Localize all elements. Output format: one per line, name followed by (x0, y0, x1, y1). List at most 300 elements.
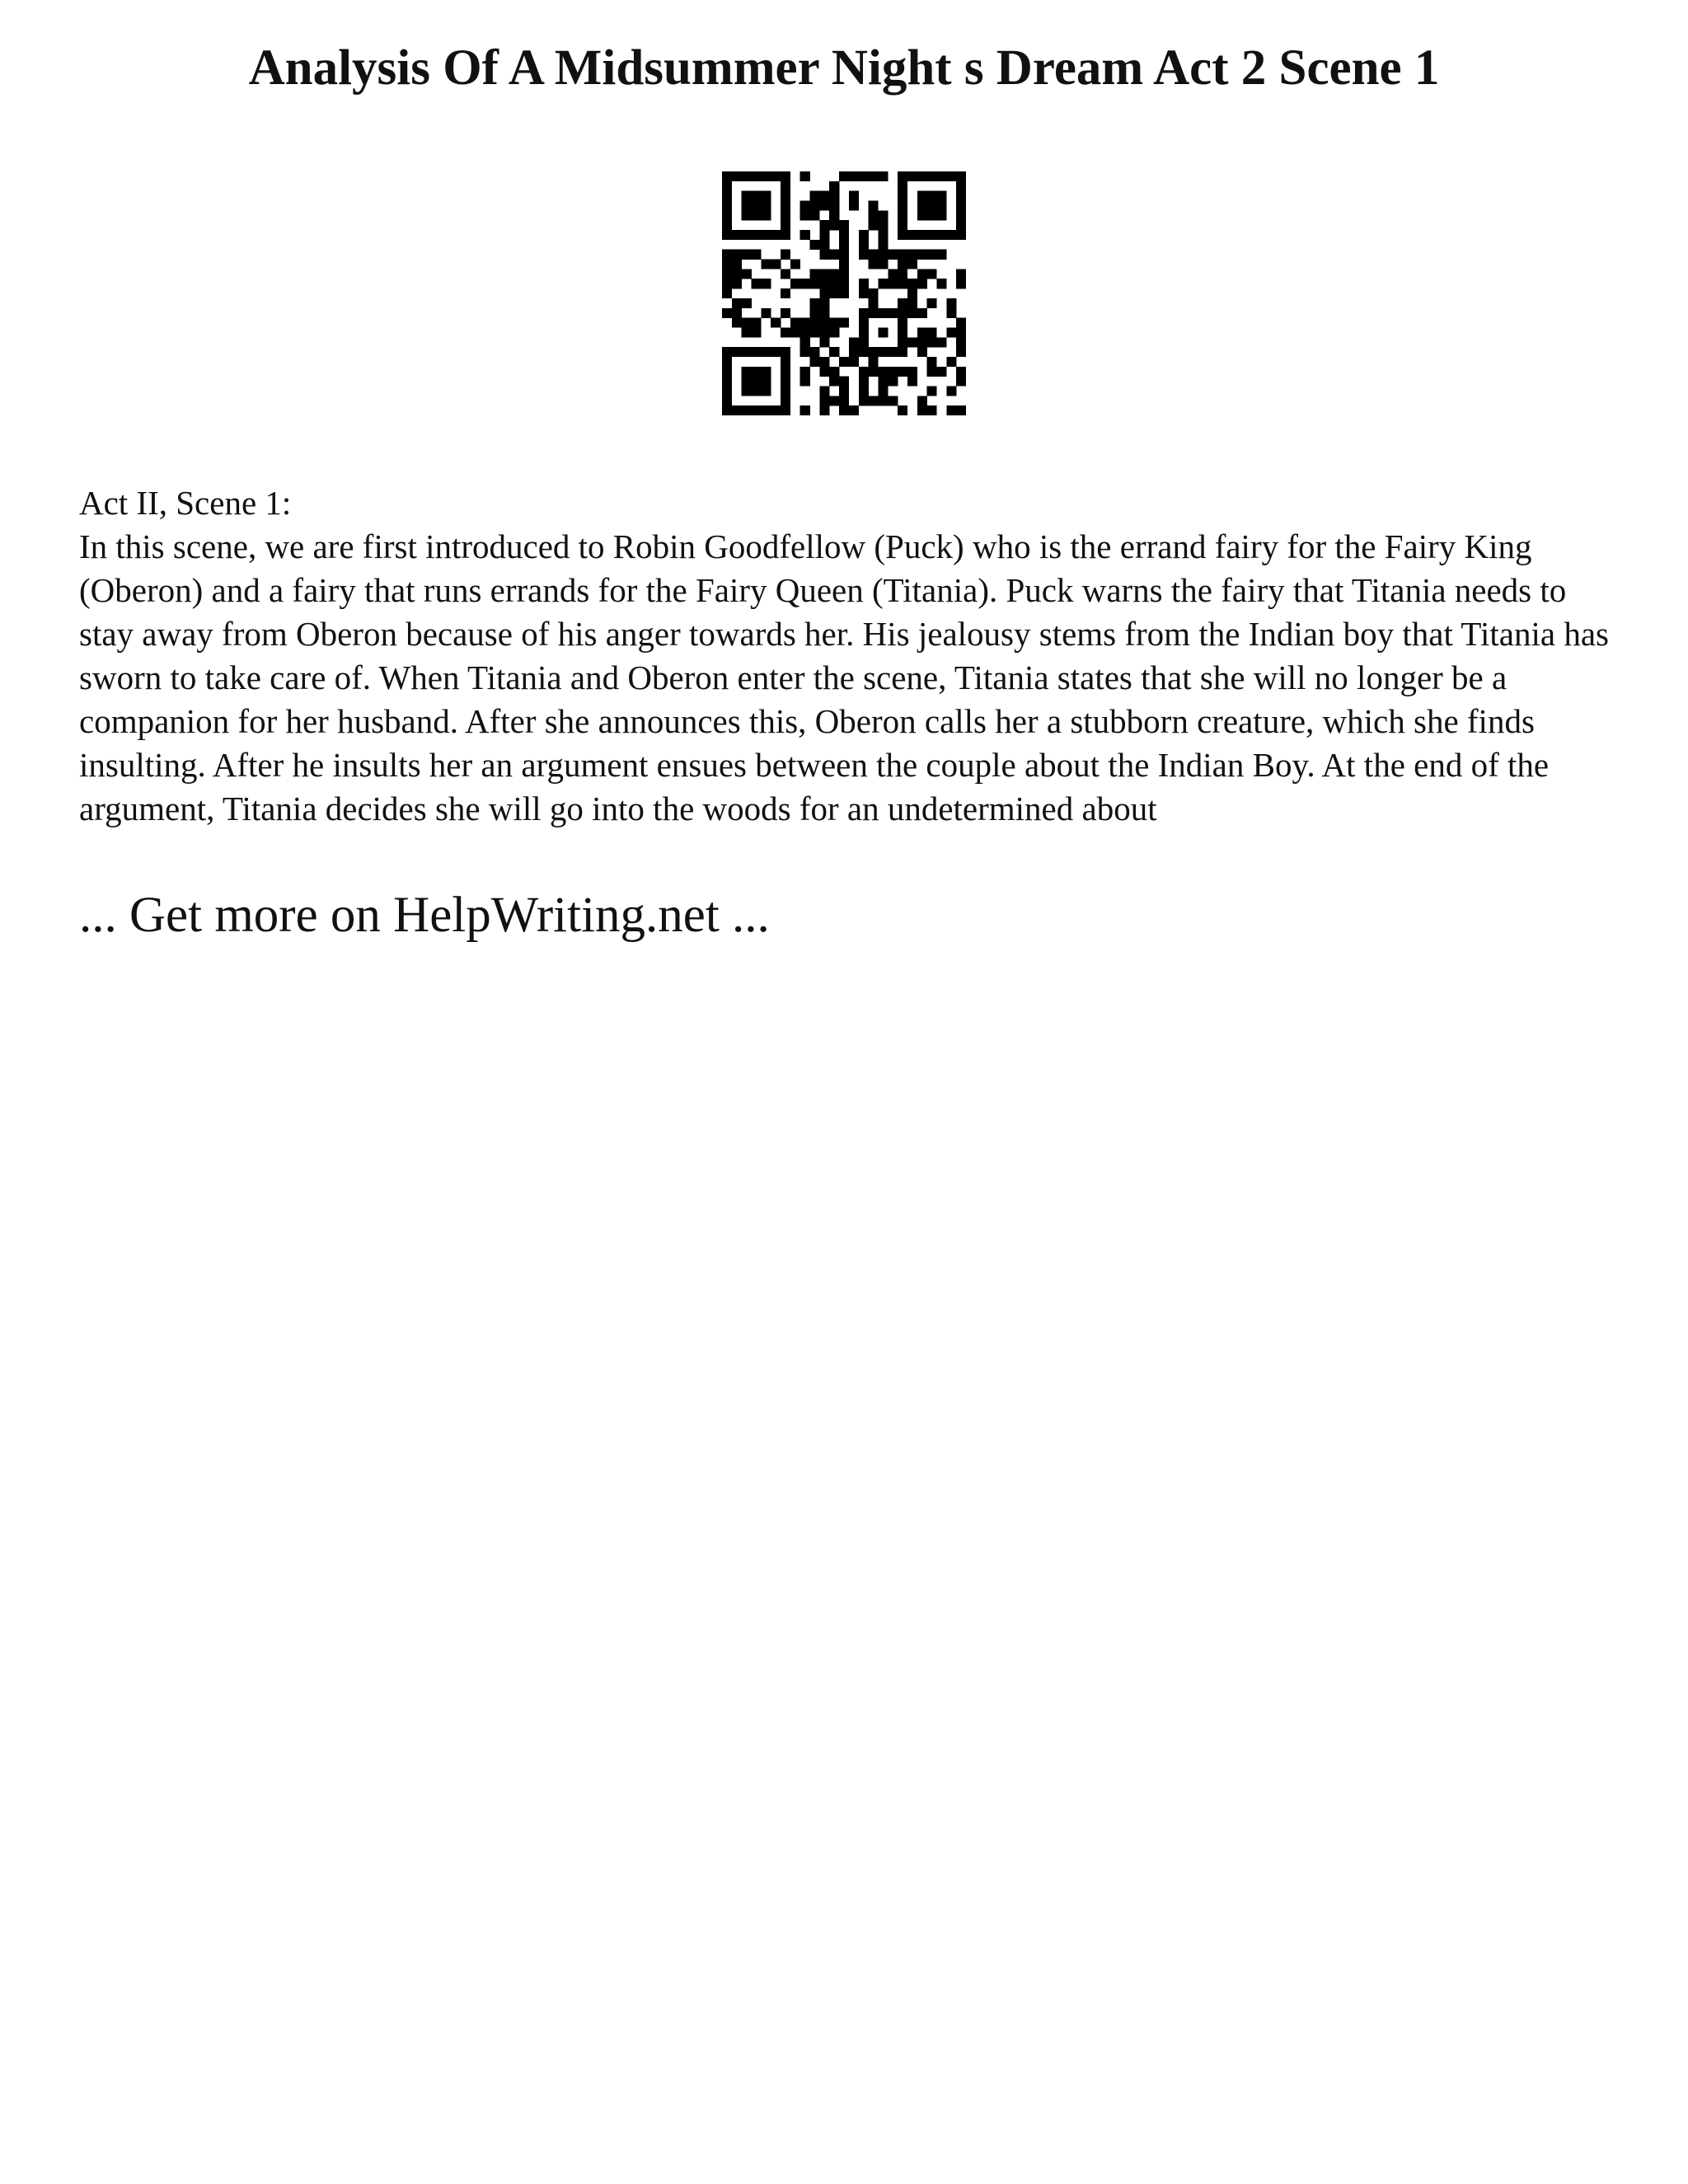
qr-module (810, 327, 820, 337)
qr-module (761, 191, 771, 201)
qr-module (819, 386, 829, 396)
qr-module (829, 396, 839, 405)
qr-module (781, 230, 790, 240)
qr-module (946, 405, 956, 415)
qr-module (771, 347, 781, 357)
qr-module (819, 279, 829, 288)
qr-module (927, 210, 937, 220)
qr-module (859, 240, 869, 250)
qr-module (859, 171, 869, 181)
qr-module (722, 269, 732, 279)
qr-module (859, 250, 869, 260)
qr-module (829, 201, 839, 211)
qr-module (810, 298, 820, 308)
qr-module (722, 210, 732, 220)
qr-module (732, 298, 742, 308)
qr-module (849, 347, 859, 357)
qr-module (917, 337, 927, 347)
qr-module (722, 181, 732, 191)
qr-module (810, 279, 820, 288)
qr-module (956, 367, 966, 377)
qr-module (819, 308, 829, 318)
qr-module (829, 367, 839, 377)
qr-module (907, 298, 917, 308)
qr-module (752, 230, 762, 240)
qr-module (898, 191, 907, 201)
qr-module (810, 210, 820, 220)
qr-module (956, 405, 966, 415)
qr-module (869, 298, 879, 308)
qr-module (800, 377, 810, 387)
qr-module (946, 298, 956, 308)
qr-module (927, 298, 937, 308)
qr-module (839, 357, 849, 367)
qr-module (781, 250, 790, 260)
qr-module (859, 288, 869, 298)
qr-module (839, 269, 849, 279)
qr-module (936, 250, 946, 260)
qr-module (819, 288, 829, 298)
qr-module (810, 308, 820, 318)
qr-module (869, 396, 879, 405)
qr-module (781, 288, 790, 298)
qr-module (819, 269, 829, 279)
qr-module (907, 230, 917, 240)
qr-module (742, 347, 752, 357)
qr-module (790, 327, 800, 337)
qr-module (898, 230, 907, 240)
qr-module (927, 201, 937, 211)
qr-module (956, 347, 966, 357)
qr-module (946, 171, 956, 181)
qr-module (927, 327, 937, 337)
qr-module (898, 220, 907, 230)
qr-module (771, 260, 781, 269)
get-more-link[interactable]: ... Get more on HelpWriting.net ... (79, 888, 770, 943)
qr-module (859, 318, 869, 328)
qr-module (898, 250, 907, 260)
qr-module (849, 171, 859, 181)
qr-module (927, 386, 937, 396)
qr-module (800, 171, 810, 181)
qr-module (946, 357, 956, 367)
qr-module (722, 260, 732, 269)
qr-module (898, 210, 907, 220)
qr-module (839, 250, 849, 260)
qr-module (936, 171, 946, 181)
qr-module (781, 210, 790, 220)
qr-module (869, 171, 879, 181)
qr-module (781, 181, 790, 191)
qr-module (936, 367, 946, 377)
qr-module (888, 367, 898, 377)
qr-module (878, 230, 888, 240)
qr-module (810, 201, 820, 211)
qr-module (829, 250, 839, 260)
qr-module (761, 308, 771, 318)
qr-module (956, 318, 966, 328)
qr-module (888, 308, 898, 318)
qr-module (888, 377, 898, 387)
qr-module (800, 337, 810, 347)
qr-module (819, 230, 829, 240)
qr-module (888, 347, 898, 357)
qr-module (810, 269, 820, 279)
qr-module (907, 288, 917, 298)
qr-module (722, 367, 732, 377)
qr-module (722, 201, 732, 211)
qr-module (878, 367, 888, 377)
qr-module (800, 347, 810, 357)
qr-module (790, 260, 800, 269)
qr-module (752, 201, 762, 211)
qr-module (781, 396, 790, 405)
qr-module (869, 288, 879, 298)
qr-module (898, 347, 907, 357)
qr-module (859, 396, 869, 405)
qr-module (839, 230, 849, 240)
section-heading: Act II, Scene 1: (79, 484, 292, 522)
qr-module (917, 171, 927, 181)
qr-module (936, 279, 946, 288)
qr-module (898, 318, 907, 328)
qr-module (722, 171, 732, 181)
qr-module (742, 191, 752, 201)
qr-module (927, 337, 937, 347)
qr-module (819, 298, 829, 308)
qr-module (888, 269, 898, 279)
qr-module (829, 269, 839, 279)
qr-module (819, 191, 829, 201)
qr-module (752, 367, 762, 377)
qr-module (761, 260, 771, 269)
qr-module (917, 269, 927, 279)
qr-module (917, 308, 927, 318)
qr-module (849, 201, 859, 211)
qr-module (829, 220, 839, 230)
qr-module (878, 308, 888, 318)
qr-module (839, 405, 849, 415)
qr-module (839, 220, 849, 230)
qr-module (859, 279, 869, 288)
qr-module (722, 347, 732, 357)
qr-module (761, 367, 771, 377)
qr-module (752, 279, 762, 288)
qr-module (917, 210, 927, 220)
qr-module (781, 201, 790, 211)
qr-module (878, 347, 888, 357)
qr-module (800, 279, 810, 288)
qr-module (907, 308, 917, 318)
qr-module (800, 201, 810, 211)
qr-module (898, 279, 907, 288)
qr-module (956, 377, 966, 387)
qr-module (722, 308, 732, 318)
qr-module (907, 377, 917, 387)
qr-module (898, 367, 907, 377)
qr-module (781, 327, 790, 337)
qr-module (839, 260, 849, 269)
qr-module (829, 181, 839, 191)
qr-module (790, 318, 800, 328)
qr-module (878, 210, 888, 220)
qr-module (742, 201, 752, 211)
qr-module (956, 220, 966, 230)
qr-module (927, 357, 937, 367)
qr-module (829, 191, 839, 201)
body-paragraph: In this scene, we are first introduced to Robin Goodfellow (Puck) who is the errand fairy for the Fairy King (Oberon) and a fairy that runs errands for the Fairy Queen (Titania). Puck warns the fairy that Titania needs to stay away from Oberon because of his anger towards her. His jealousy stems from the Indian boy that Titania has sworn to take care of. When Titania and Oberon enter the scene, Titania states that she will no longer be a companion for her husband. After she announces this, Oberon calls her a stubborn creature, which she finds insulting. After he insults her an argument ensues between the couple about the Indian Boy. At the end of the argument, Titania decides she will go into the woods for an undetermined about (79, 527, 1609, 827)
qr-module (859, 337, 869, 347)
qr-module (742, 405, 752, 415)
qr-module (819, 367, 829, 377)
qr-module (878, 220, 888, 230)
qr-module (781, 308, 790, 318)
document-title: Analysis Of A Midsummer Night s Dream Act 2 Scene 1 (248, 40, 1440, 96)
qr-module (732, 260, 742, 269)
qr-module (810, 240, 820, 250)
qr-module (869, 367, 879, 377)
qr-module (781, 269, 790, 279)
qr-module (869, 210, 879, 220)
qr-module (800, 367, 810, 377)
qr-module (869, 357, 879, 367)
qr-module (839, 279, 849, 288)
qr-module (742, 230, 752, 240)
qr-module (781, 405, 790, 415)
qr-module (898, 181, 907, 191)
qr-module (761, 386, 771, 396)
qr-module (732, 279, 742, 288)
qr-module (917, 230, 927, 240)
qr-module (839, 288, 849, 298)
qr-module (722, 288, 732, 298)
qr-module (946, 386, 956, 396)
qr-module (761, 377, 771, 387)
qr-module (869, 308, 879, 318)
qr-module (907, 250, 917, 260)
qr-module (761, 405, 771, 415)
qr-module (800, 210, 810, 220)
qr-module (722, 250, 732, 260)
qr-module (761, 210, 771, 220)
qr-module (946, 230, 956, 240)
qr-module (810, 191, 820, 201)
qr-module (781, 377, 790, 387)
qr-module (869, 260, 879, 269)
qr-module (722, 405, 732, 415)
qr-module (869, 250, 879, 260)
qr-module (898, 337, 907, 347)
qr-module (898, 201, 907, 211)
qr-module (956, 279, 966, 288)
qr-module (781, 191, 790, 201)
qr-module (819, 396, 829, 405)
qr-module (819, 327, 829, 337)
qr-module (859, 327, 869, 337)
qr-module (752, 191, 762, 201)
qr-module (781, 367, 790, 377)
qr-module (781, 386, 790, 396)
qr-module (819, 318, 829, 328)
qr-module (956, 327, 966, 337)
qr-module (898, 327, 907, 337)
qr-module (742, 269, 752, 279)
qr-module (790, 279, 800, 288)
qr-module (956, 171, 966, 181)
qr-module (936, 230, 946, 240)
qr-module (732, 269, 742, 279)
qr-module (742, 386, 752, 396)
qr-module (878, 377, 888, 387)
qr-module (752, 377, 762, 387)
qr-module (732, 250, 742, 260)
qr-module (898, 269, 907, 279)
qr-module (898, 308, 907, 318)
qr-module (819, 337, 829, 347)
qr-module (927, 191, 937, 201)
qr-module (839, 171, 849, 181)
qr-module (781, 347, 790, 357)
qr-module (898, 260, 907, 269)
qr-module (761, 230, 771, 240)
qr-module (752, 318, 762, 328)
qr-module (839, 240, 849, 250)
qr-module (927, 230, 937, 240)
qr-module (752, 405, 762, 415)
qr-module (917, 405, 927, 415)
qr-module (859, 308, 869, 318)
qr-module (839, 396, 849, 405)
qr-module (956, 337, 966, 347)
qr-module (781, 171, 790, 181)
qr-module (810, 318, 820, 328)
qr-module (732, 347, 742, 357)
qr-module (810, 357, 820, 367)
qr-module (888, 250, 898, 260)
qr-module (722, 386, 732, 396)
qr-module (888, 279, 898, 288)
qr-module (859, 230, 869, 240)
qr-module (917, 396, 927, 405)
qr-module (936, 337, 946, 347)
qr-module (752, 327, 762, 337)
qr-module (819, 220, 829, 230)
qr-module (761, 201, 771, 211)
qr-module (722, 396, 732, 405)
qr-module (819, 405, 829, 415)
qr-module (752, 210, 762, 220)
qr-module (898, 171, 907, 181)
qr-module (878, 260, 888, 269)
qr-module (732, 405, 742, 415)
qr-module (849, 337, 859, 347)
qr-module (742, 377, 752, 387)
qr-module (819, 250, 829, 260)
qr-module (819, 357, 829, 367)
qr-module (752, 386, 762, 396)
qr-module (819, 240, 829, 250)
qr-module (771, 318, 781, 328)
qr-module (927, 367, 937, 377)
qr-module (946, 308, 956, 318)
qr-module (927, 405, 937, 415)
qr-module (810, 347, 820, 357)
qr-module (829, 377, 839, 387)
qr-module (761, 347, 771, 357)
qr-module (878, 240, 888, 250)
qr-module (878, 171, 888, 181)
qr-module (722, 357, 732, 367)
qr-module (819, 201, 829, 211)
qr-module (800, 230, 810, 240)
qr-module (917, 279, 927, 288)
qr-module (752, 250, 762, 260)
qr-module (742, 327, 752, 337)
qr-module (888, 396, 898, 405)
qr-module (781, 220, 790, 230)
qr-module (956, 230, 966, 240)
qr-module (907, 171, 917, 181)
qr-module (878, 279, 888, 288)
qr-code-icon (722, 171, 966, 415)
qr-module (752, 171, 762, 181)
qr-module (722, 220, 732, 230)
qr-module (722, 279, 732, 288)
qr-module (722, 377, 732, 387)
qr-module (849, 405, 859, 415)
qr-module (771, 230, 781, 240)
qr-module (732, 318, 742, 328)
qr-module (878, 396, 888, 405)
qr-module (839, 377, 849, 387)
qr-module (878, 327, 888, 337)
qr-module (761, 171, 771, 181)
qr-module (956, 181, 966, 191)
qr-module (839, 318, 849, 328)
qr-module (800, 318, 810, 328)
qr-module (722, 191, 732, 201)
qr-module (732, 308, 742, 318)
qr-module (907, 367, 917, 377)
qr-module (869, 220, 879, 230)
qr-module (956, 269, 966, 279)
qr-module (752, 347, 762, 357)
qr-module (732, 171, 742, 181)
qr-module (829, 318, 839, 328)
qr-module (869, 201, 879, 211)
qr-module (936, 201, 946, 211)
qr-module (771, 405, 781, 415)
qr-module (936, 210, 946, 220)
qr-module (927, 171, 937, 181)
qr-module (869, 347, 879, 357)
qr-module (917, 327, 927, 337)
qr-module (829, 288, 839, 298)
qr-module (800, 327, 810, 337)
qr-module (878, 386, 888, 396)
qr-module (742, 250, 752, 260)
qr-module (956, 191, 966, 201)
qr-module (936, 191, 946, 201)
qr-module (829, 347, 839, 357)
qr-module (898, 298, 907, 308)
qr-module (859, 367, 869, 377)
qr-module (732, 230, 742, 240)
qr-module (917, 250, 927, 260)
qr-module (859, 386, 869, 396)
qr-module (878, 250, 888, 260)
qr-module (829, 210, 839, 220)
